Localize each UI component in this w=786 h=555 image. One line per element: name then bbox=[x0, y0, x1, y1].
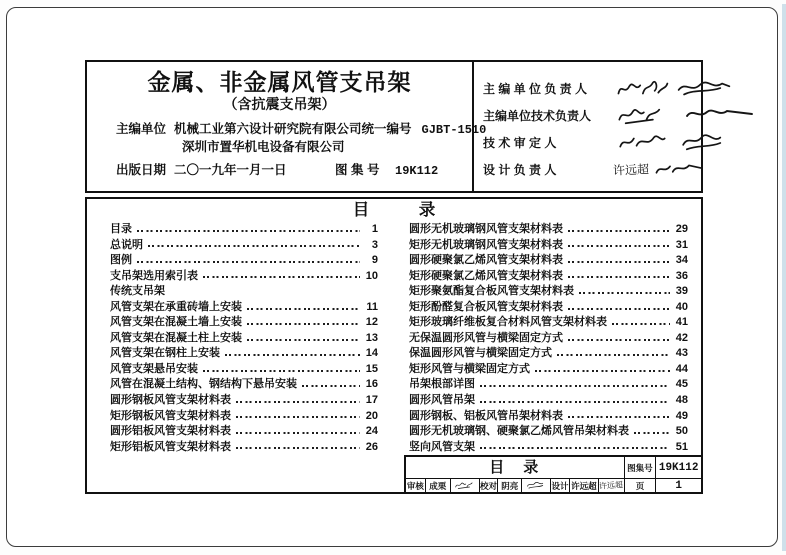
dot-leader bbox=[568, 230, 670, 232]
signer-row bbox=[483, 102, 753, 129]
footer-title-row bbox=[406, 457, 701, 478]
dot-leader bbox=[579, 292, 670, 294]
footer-page-label: 页 bbox=[624, 479, 656, 492]
toc-entry-page: 20 bbox=[365, 409, 378, 422]
page-subtitle: （含抗震支吊架） bbox=[223, 96, 336, 112]
toc-entry-page: 34 bbox=[675, 254, 688, 267]
toc-entry-title: 风管在混凝土结构、钢结构下悬吊安装 bbox=[110, 378, 297, 391]
signer-role-label: 主编单位技术负责人 bbox=[483, 109, 592, 123]
toc-entry bbox=[409, 269, 688, 285]
toc-entry-page: 50 bbox=[675, 425, 688, 438]
toc-entry-title: 传统支吊架 bbox=[110, 285, 165, 298]
toc-entry-title: 风管支架悬吊安装 bbox=[110, 362, 198, 375]
editor-line2: 深圳市置华机电设备有限公司 bbox=[182, 139, 345, 154]
toc-entry bbox=[409, 362, 688, 378]
handwritten-signature bbox=[613, 77, 671, 101]
toc-entry bbox=[110, 222, 378, 238]
toc-entry-title: 总说明 bbox=[110, 238, 143, 251]
publish-date-label: 出版日期 bbox=[116, 163, 167, 177]
toc-columns bbox=[110, 222, 688, 455]
dot-leader bbox=[236, 416, 360, 418]
toc-entry-page: 26 bbox=[365, 440, 378, 453]
toc-entry bbox=[110, 269, 378, 285]
toc-entry bbox=[110, 346, 378, 362]
toc-entry bbox=[110, 440, 378, 456]
dot-leader bbox=[557, 354, 670, 356]
handwritten-signature: 许远超 bbox=[598, 480, 624, 491]
toc-entry-title: 圆形硬聚氯乙烯风管支架材料表 bbox=[409, 254, 563, 267]
toc-entry bbox=[409, 315, 688, 331]
toc-entry bbox=[110, 315, 378, 331]
toc-entry bbox=[110, 377, 378, 393]
toc-entry bbox=[409, 440, 688, 456]
dot-leader bbox=[247, 308, 360, 310]
atlas-number-label: 图 集 号 bbox=[335, 163, 380, 177]
footer-approval-row bbox=[406, 478, 701, 492]
toc-entry-page: 11 bbox=[366, 300, 378, 313]
toc-entry-page: 43 bbox=[675, 347, 688, 360]
approval-name: 阴亮 bbox=[497, 479, 521, 492]
toc-entry-title: 矩形聚氨酯复合板风管支架材料表 bbox=[409, 285, 574, 298]
toc-entry-title: 风管支架在混凝土墙上安装 bbox=[110, 316, 242, 329]
toc-entry-title: 圆形风管吊架 bbox=[409, 394, 475, 407]
toc-entry bbox=[110, 331, 378, 347]
signer-role-label: 技 术 审 定 人 bbox=[483, 136, 557, 150]
handwritten-signature bbox=[613, 131, 671, 155]
toc-entry-page: 31 bbox=[675, 238, 688, 251]
dot-leader bbox=[568, 276, 670, 278]
dot-leader bbox=[568, 339, 670, 341]
signer-row bbox=[483, 129, 753, 156]
toc-entry-title: 无保温圆形风管与横梁固定方式 bbox=[409, 331, 563, 344]
toc-entry bbox=[409, 284, 688, 300]
toc-entry bbox=[110, 393, 378, 409]
dot-leader bbox=[148, 245, 360, 247]
dot-leader bbox=[236, 447, 360, 449]
toc-entry-title: 圆形铝板风管支架材料表 bbox=[110, 425, 231, 438]
toc-entry bbox=[110, 424, 378, 440]
handwritten-signature bbox=[613, 104, 671, 128]
toc-entry-page: 41 bbox=[675, 316, 688, 329]
dot-leader bbox=[247, 323, 360, 325]
footer-atlas-value: 19K112 bbox=[655, 457, 701, 478]
signer-role-label: 设 计 负 责 人 bbox=[483, 163, 557, 177]
toc-entry-page: 45 bbox=[675, 378, 688, 391]
dot-leader bbox=[634, 432, 670, 434]
dot-leader bbox=[480, 385, 670, 387]
scan-edge-strip bbox=[782, 4, 786, 551]
toc-entry-title: 圆形无机玻璃钢、硬聚氯乙烯风管吊架材料表 bbox=[409, 425, 629, 438]
date-row bbox=[87, 162, 472, 180]
toc-entry bbox=[110, 253, 378, 269]
toc-entry-title: 矩形玻璃纤维板复合材料风管支架材料表 bbox=[409, 316, 607, 329]
toc-entry bbox=[110, 238, 378, 254]
dot-leader bbox=[535, 370, 670, 372]
dot-leader bbox=[612, 323, 670, 325]
footer-page-value: 1 bbox=[655, 479, 701, 492]
toc-column-left bbox=[110, 222, 378, 455]
sheet-name: 目 录 bbox=[489, 459, 541, 476]
dot-leader bbox=[225, 354, 360, 356]
dot-leader bbox=[137, 230, 360, 232]
dot-leader bbox=[247, 339, 360, 341]
dot-leader bbox=[203, 370, 360, 372]
toc-entry-page: 15 bbox=[365, 362, 378, 375]
toc-entry-title: 圆形钢板风管支架材料表 bbox=[110, 394, 231, 407]
toc-entry-page: 40 bbox=[675, 300, 688, 313]
unified-code-label: 统一编号 bbox=[361, 122, 412, 136]
approval-name: 成栗 bbox=[425, 479, 450, 492]
toc-entry-title: 矩形铝板风管支架材料表 bbox=[110, 440, 231, 453]
toc-block bbox=[85, 197, 703, 494]
toc-entry bbox=[409, 409, 688, 425]
designer-name: 许远超 bbox=[612, 162, 650, 178]
toc-entry-page: 49 bbox=[675, 409, 688, 422]
toc-entry-page: 3 bbox=[371, 238, 378, 251]
publication-info bbox=[87, 121, 487, 180]
unified-code-value: GJBT-1510 bbox=[421, 123, 487, 137]
handwritten-signature bbox=[675, 104, 753, 128]
toc-entry-title: 矩形风管与横梁固定方式 bbox=[409, 362, 530, 375]
toc-entry-page: 24 bbox=[365, 425, 378, 438]
signer-row bbox=[483, 156, 753, 183]
handwritten-signature bbox=[651, 158, 709, 182]
toc-entry-title: 圆形无机玻璃钢风管支架材料表 bbox=[409, 223, 563, 235]
atlas-number-value: 19K112 bbox=[395, 164, 439, 178]
approval-signature bbox=[598, 479, 624, 492]
toc-entry-page: 39 bbox=[675, 285, 688, 298]
toc-entry-title: 支吊架选用索引表 bbox=[110, 269, 198, 282]
toc-entry-page: 44 bbox=[675, 362, 688, 375]
footer-atlas-label: 图集号 bbox=[624, 457, 656, 478]
toc-entry bbox=[409, 331, 688, 347]
toc-entry-page: 16 bbox=[365, 378, 378, 391]
toc-entry-title: 竖向风管支架 bbox=[409, 440, 475, 453]
dot-leader bbox=[302, 385, 360, 387]
signer-row bbox=[483, 75, 753, 102]
approval-role-label: 审核 bbox=[406, 480, 424, 491]
dot-leader bbox=[236, 401, 360, 403]
toc-heading: 目 录 bbox=[352, 201, 436, 219]
editor-row bbox=[87, 121, 487, 139]
toc-entry bbox=[409, 300, 688, 316]
handwritten-signature bbox=[675, 131, 733, 155]
toc-entry-title: 风管支架在混凝土柱上安装 bbox=[110, 331, 242, 344]
dot-leader bbox=[203, 276, 360, 278]
sheet-footer bbox=[404, 455, 701, 492]
toc-entry bbox=[409, 238, 688, 254]
title-block-left bbox=[87, 62, 487, 191]
dot-leader bbox=[568, 245, 670, 247]
toc-entry-title: 风管支架在钢柱上安装 bbox=[110, 347, 220, 360]
toc-entry-page: 51 bbox=[675, 440, 688, 453]
toc-entry-page: 12 bbox=[365, 316, 378, 329]
dot-leader bbox=[568, 416, 670, 418]
toc-entry-page: 42 bbox=[675, 331, 688, 344]
toc-entry-page: 29 bbox=[675, 223, 688, 235]
signers-panel bbox=[472, 62, 757, 191]
dot-leader bbox=[236, 432, 360, 434]
toc-column-right bbox=[409, 222, 688, 455]
page-title: 金属、非金属风管支吊架 bbox=[147, 69, 412, 95]
dot-leader bbox=[568, 308, 670, 310]
toc-entry-page: 13 bbox=[365, 331, 378, 344]
editor-line1: 机械工业第六设计研究院有限公司 bbox=[174, 122, 362, 136]
toc-entry-title: 目录 bbox=[110, 223, 132, 235]
toc-entry-page: 48 bbox=[675, 394, 688, 407]
toc-entry bbox=[409, 377, 688, 393]
toc-entry-title: 矩形无机玻璃钢风管支架材料表 bbox=[409, 238, 563, 251]
toc-entry-page: 14 bbox=[365, 347, 378, 360]
toc-entry-title: 圆形钢板、铝板风管吊架材料表 bbox=[409, 409, 563, 422]
publish-date-value: 二〇一九年一月一日 bbox=[174, 163, 287, 177]
toc-entry-title: 矩形酚醛复合板风管支架材料表 bbox=[409, 300, 563, 313]
toc-entry bbox=[409, 424, 688, 440]
dot-leader bbox=[137, 261, 360, 263]
editor-label: 主编单位 bbox=[116, 122, 167, 136]
toc-entry-page: 1 bbox=[371, 223, 378, 235]
toc-entry bbox=[409, 346, 688, 362]
handwritten-signature bbox=[675, 77, 733, 101]
toc-section-heading bbox=[110, 284, 378, 300]
toc-entry-title: 吊架根部详图 bbox=[409, 378, 475, 391]
approval-name: 许远超 bbox=[569, 479, 598, 492]
editor-row-2 bbox=[87, 139, 472, 156]
toc-entry-title: 矩形硬聚氯乙烯风管支架材料表 bbox=[409, 269, 563, 282]
drawing-frame bbox=[85, 60, 703, 494]
toc-entry bbox=[110, 300, 378, 316]
toc-entry bbox=[409, 393, 688, 409]
dot-leader bbox=[480, 401, 670, 403]
title-block bbox=[85, 60, 703, 193]
toc-entry-page: 9 bbox=[371, 254, 378, 267]
toc-entry-page: 17 bbox=[365, 394, 378, 407]
toc-entry bbox=[110, 409, 378, 425]
approval-role-label: 设计 bbox=[551, 480, 569, 491]
toc-entry bbox=[409, 222, 688, 238]
toc-entry-title: 图例 bbox=[110, 254, 132, 267]
toc-entry bbox=[110, 362, 378, 378]
toc-entry-title: 矩形钢板风管支架材料表 bbox=[110, 409, 231, 422]
toc-entry-page: 10 bbox=[365, 269, 378, 282]
signer-role-label: 主 编 单 位 负 责 人 bbox=[483, 82, 588, 96]
toc-entry-page: 36 bbox=[675, 269, 688, 282]
dot-leader bbox=[568, 261, 670, 263]
toc-entry bbox=[409, 253, 688, 269]
toc-entry-title: 保温圆形风管与横梁固定方式 bbox=[409, 347, 552, 360]
approval-signature bbox=[521, 479, 550, 492]
approval-role-label: 校对 bbox=[479, 480, 497, 491]
dot-leader bbox=[480, 447, 670, 449]
approval-signature bbox=[450, 479, 479, 492]
toc-entry-title: 风管支架在承重砖墙上安装 bbox=[110, 300, 242, 313]
